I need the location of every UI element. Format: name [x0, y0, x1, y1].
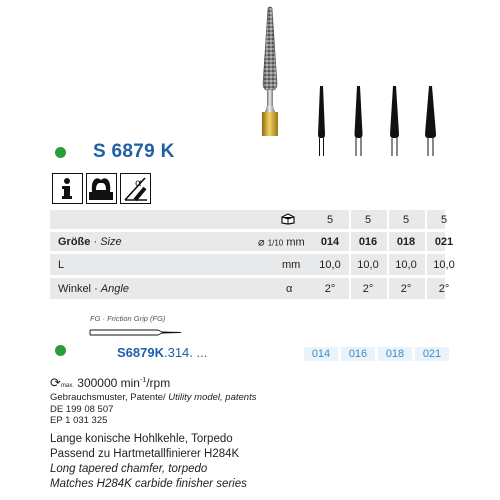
description-en-2: Matches H284K carbide finisher series	[50, 478, 247, 490]
order-size-021: 021	[415, 347, 449, 361]
row-label-length: L	[58, 258, 65, 271]
angle-icon	[120, 173, 151, 204]
row-unit-angle: α	[286, 282, 293, 295]
silhouette-021	[425, 86, 436, 156]
row-unit-length: mm	[282, 258, 301, 271]
patent-de: DE 199 08 507	[50, 404, 114, 415]
max-speed: ⟳max. 300000 $\min^{-1}$/rpm	[50, 375, 171, 390]
shank-label: FG · Friction Grip (FG)	[90, 314, 166, 323]
description-de-2: Passend zu Hartmetallfinierer H284K	[50, 448, 240, 460]
info-icon	[52, 173, 83, 204]
table-cell: 2°	[324, 282, 336, 295]
table-cell: 10,0	[357, 258, 379, 271]
patent-ep: EP 1 031 325	[50, 415, 108, 426]
table-cell: 5	[326, 213, 334, 226]
shank-drawing	[88, 327, 188, 339]
row-unit-size: ⌀ 1/10 mm	[258, 236, 305, 248]
silhouette-014	[318, 86, 325, 156]
diamond-bur-image	[240, 6, 300, 136]
table-cell: 018	[396, 235, 416, 248]
table-cell: 5	[402, 213, 410, 226]
crown-preparation-icon	[86, 173, 117, 204]
row-label-angle: Winkel · Angle	[58, 282, 129, 295]
table-cell: 014	[320, 235, 340, 248]
order-code: S6879K.314. ...	[117, 345, 208, 360]
description-de-1: Lange konische Hohlkehle, Torpedo	[50, 433, 233, 445]
green-status-dot	[55, 147, 66, 158]
svg-text:α: α	[135, 178, 142, 189]
table-cell: 2°	[438, 282, 450, 295]
table-row-angle	[50, 278, 450, 299]
patents-line: Gebrauchsmuster, Patente/ Utility model, patents	[50, 392, 257, 403]
table-cell: 2°	[362, 282, 374, 295]
silhouette-018	[390, 86, 399, 156]
order-size-016: 016	[341, 347, 375, 361]
table-cell: 016	[358, 235, 378, 248]
description-en-1: Long tapered chamfer, torpedo	[50, 463, 208, 475]
package-icon	[280, 212, 296, 228]
silhouette-016	[355, 86, 363, 156]
order-size-014: 014	[304, 347, 338, 361]
table-cell: 10,0	[433, 258, 455, 271]
table-cell: 2°	[400, 282, 412, 295]
table-cell: 5	[440, 213, 448, 226]
product-title: S 6879 K	[93, 141, 175, 162]
table-row-pack	[50, 210, 448, 229]
table-cell: 021	[434, 235, 454, 248]
table-cell: 10,0	[395, 258, 417, 271]
table-cell: 10,0	[319, 258, 341, 271]
table-row-length	[50, 254, 455, 275]
row-label-size: Größe · Size	[58, 235, 122, 248]
table-cell: 5	[364, 213, 372, 226]
size-silhouettes	[302, 80, 442, 160]
green-status-dot	[55, 345, 66, 356]
order-size-018: 018	[378, 347, 412, 361]
table-row-size	[50, 232, 454, 251]
rotation-icon: ⟳	[50, 375, 61, 390]
